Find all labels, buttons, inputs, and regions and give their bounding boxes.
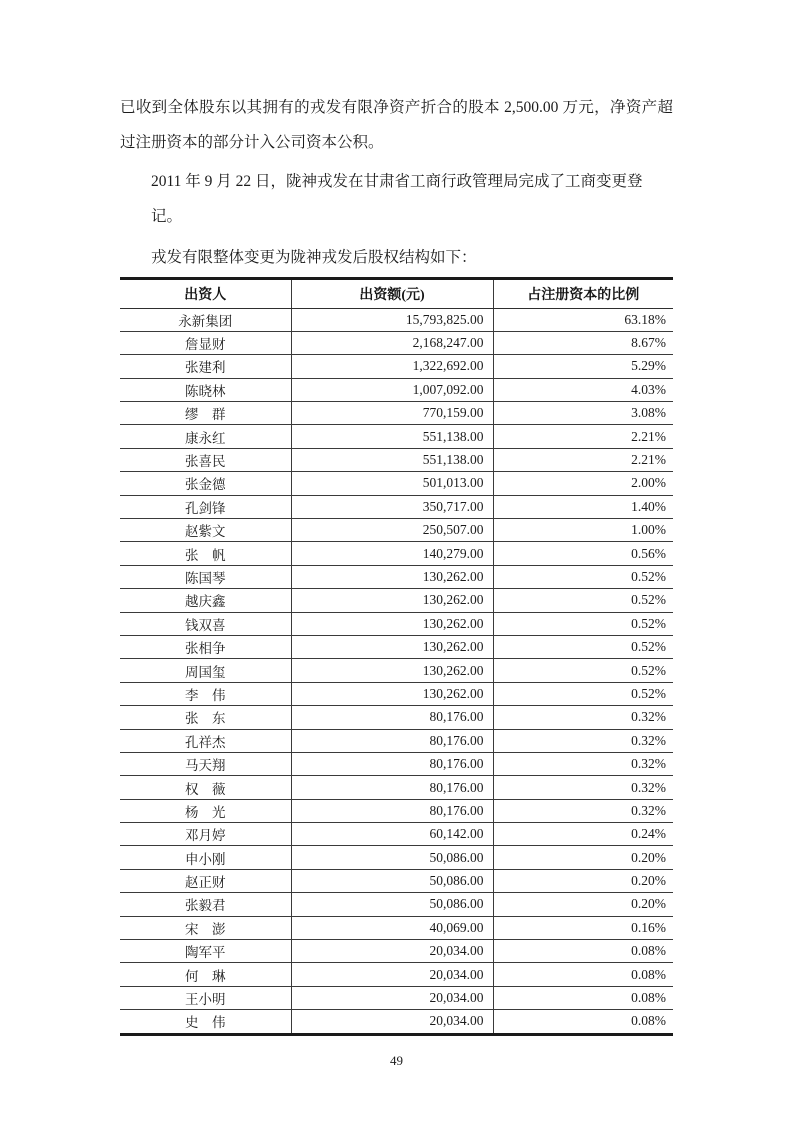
- table-row: [120, 1010, 673, 1034]
- cell-capital-ratio: 0.32%: [493, 729, 673, 752]
- cell-contribution-amount: 130,262.00: [291, 682, 493, 705]
- cell-contribution-amount: 80,176.00: [291, 752, 493, 775]
- cell-investor-name: 永新集团: [120, 308, 291, 331]
- cell-investor-name: 张 东: [120, 706, 291, 729]
- cell-investor-name: 马天翔: [120, 752, 291, 775]
- cell-investor-name: 申小刚: [120, 846, 291, 869]
- cell-investor-name: 史 伟: [120, 1010, 291, 1034]
- cell-contribution-amount: 50,086.00: [291, 893, 493, 916]
- cell-contribution-amount: 20,034.00: [291, 963, 493, 986]
- cell-capital-ratio: 0.52%: [493, 659, 673, 682]
- cell-contribution-amount: 250,507.00: [291, 519, 493, 542]
- cell-capital-ratio: 0.32%: [493, 776, 673, 799]
- table-row: [120, 378, 673, 401]
- cell-contribution-amount: 770,159.00: [291, 402, 493, 425]
- cell-capital-ratio: 1.00%: [493, 519, 673, 542]
- cell-investor-name: 张金德: [120, 472, 291, 495]
- cell-capital-ratio: 0.24%: [493, 823, 673, 846]
- cell-capital-ratio: 2.21%: [493, 425, 673, 448]
- table-row: [120, 752, 673, 775]
- cell-capital-ratio: 0.32%: [493, 752, 673, 775]
- table-row: [120, 425, 673, 448]
- cell-contribution-amount: 130,262.00: [291, 589, 493, 612]
- table-row: [120, 448, 673, 471]
- table-row: [120, 542, 673, 565]
- cell-contribution-amount: 80,176.00: [291, 799, 493, 822]
- cell-investor-name: 赵正财: [120, 869, 291, 892]
- cell-capital-ratio: 5.29%: [493, 355, 673, 378]
- table-row: [120, 495, 673, 518]
- cell-investor-name: 杨 光: [120, 799, 291, 822]
- table-header-row: [120, 279, 673, 309]
- cell-investor-name: 周国玺: [120, 659, 291, 682]
- table-row: [120, 846, 673, 869]
- table-row: [120, 565, 673, 588]
- cell-capital-ratio: 8.67%: [493, 331, 673, 354]
- cell-investor-name: 詹显财: [120, 331, 291, 354]
- cell-investor-name: 李 伟: [120, 682, 291, 705]
- cell-contribution-amount: 50,086.00: [291, 846, 493, 869]
- table-row: [120, 659, 673, 682]
- cell-contribution-amount: 551,138.00: [291, 425, 493, 448]
- cell-investor-name: 陈国琴: [120, 565, 291, 588]
- cell-capital-ratio: 4.03%: [493, 378, 673, 401]
- cell-investor-name: 王小明: [120, 986, 291, 1009]
- cell-capital-ratio: 0.20%: [493, 893, 673, 916]
- shareholding-structure-table: [120, 277, 673, 1036]
- table-row: [120, 472, 673, 495]
- table-row: [120, 355, 673, 378]
- cell-contribution-amount: 501,013.00: [291, 472, 493, 495]
- column-header-investor: 出资人: [120, 279, 291, 309]
- cell-contribution-amount: 130,262.00: [291, 659, 493, 682]
- cell-capital-ratio: 0.08%: [493, 986, 673, 1009]
- table-row: [120, 612, 673, 635]
- paragraph-table-intro: 戎发有限整体变更为陇神戎发后股权结构如下：: [151, 249, 477, 266]
- column-header-capital-ratio: 占注册资本的比例: [493, 279, 673, 309]
- cell-contribution-amount: 140,279.00: [291, 542, 493, 565]
- cell-investor-name: 邓月婷: [120, 823, 291, 846]
- cell-investor-name: 张毅君: [120, 893, 291, 916]
- table-row: [120, 729, 673, 752]
- cell-capital-ratio: 0.32%: [493, 799, 673, 822]
- paragraph-1-line-1: 已收到全体股东以其拥有的戎发有限净资产折合的股本 2,500.00 万元，净资产超: [120, 99, 673, 116]
- cell-contribution-amount: 130,262.00: [291, 635, 493, 658]
- cell-contribution-amount: 1,007,092.00: [291, 378, 493, 401]
- cell-contribution-amount: 40,069.00: [291, 916, 493, 939]
- cell-capital-ratio: 2.21%: [493, 448, 673, 471]
- cell-contribution-amount: 1,322,692.00: [291, 355, 493, 378]
- table-row: [120, 963, 673, 986]
- cell-capital-ratio: 0.52%: [493, 565, 673, 588]
- cell-contribution-amount: 80,176.00: [291, 729, 493, 752]
- cell-capital-ratio: 0.56%: [493, 542, 673, 565]
- cell-capital-ratio: 0.52%: [493, 589, 673, 612]
- cell-investor-name: 张喜民: [120, 448, 291, 471]
- cell-contribution-amount: 130,262.00: [291, 612, 493, 635]
- cell-contribution-amount: 80,176.00: [291, 776, 493, 799]
- paragraph-registration-date: 2011 年 9 月 22 日，陇神戎发在甘肃省工商行政管理局完成了工商变更登记。: [151, 173, 643, 225]
- cell-contribution-amount: 80,176.00: [291, 706, 493, 729]
- cell-capital-ratio: 0.16%: [493, 916, 673, 939]
- cell-investor-name: 权 薇: [120, 776, 291, 799]
- cell-capital-ratio: 0.52%: [493, 612, 673, 635]
- cell-contribution-amount: 50,086.00: [291, 869, 493, 892]
- cell-investor-name: 张建利: [120, 355, 291, 378]
- cell-contribution-amount: 130,262.00: [291, 565, 493, 588]
- cell-contribution-amount: 20,034.00: [291, 986, 493, 1009]
- cell-investor-name: 张相争: [120, 635, 291, 658]
- cell-contribution-amount: 2,168,247.00: [291, 331, 493, 354]
- table-row: [120, 916, 673, 939]
- table-row: [120, 635, 673, 658]
- table-row: [120, 799, 673, 822]
- cell-contribution-amount: 15,793,825.00: [291, 308, 493, 331]
- cell-capital-ratio: 1.40%: [493, 495, 673, 518]
- column-header-contribution-amount: 出资额(元): [291, 279, 493, 309]
- cell-contribution-amount: 20,034.00: [291, 1010, 493, 1034]
- cell-investor-name: 越庆鑫: [120, 589, 291, 612]
- table-row: [120, 402, 673, 425]
- cell-contribution-amount: 350,717.00: [291, 495, 493, 518]
- cell-investor-name: 何 琳: [120, 963, 291, 986]
- cell-capital-ratio: 63.18%: [493, 308, 673, 331]
- cell-capital-ratio: 0.08%: [493, 940, 673, 963]
- cell-investor-name: 康永红: [120, 425, 291, 448]
- cell-investor-name: 孔剑锋: [120, 495, 291, 518]
- page-content: [120, 0, 673, 1069]
- cell-capital-ratio: 0.32%: [493, 706, 673, 729]
- cell-contribution-amount: 551,138.00: [291, 448, 493, 471]
- table-row: [120, 589, 673, 612]
- table-row: [120, 519, 673, 542]
- table-row: [120, 308, 673, 331]
- cell-capital-ratio: 0.08%: [493, 963, 673, 986]
- cell-investor-name: 缪 群: [120, 402, 291, 425]
- cell-capital-ratio: 0.52%: [493, 682, 673, 705]
- cell-capital-ratio: 0.52%: [493, 635, 673, 658]
- cell-capital-ratio: 2.00%: [493, 472, 673, 495]
- cell-investor-name: 赵紫文: [120, 519, 291, 542]
- cell-investor-name: 钱双喜: [120, 612, 291, 635]
- cell-capital-ratio: 3.08%: [493, 402, 673, 425]
- table-body: [120, 308, 673, 1034]
- table-row: [120, 893, 673, 916]
- cell-capital-ratio: 0.20%: [493, 869, 673, 892]
- cell-capital-ratio: 0.08%: [631, 1013, 666, 1029]
- table-row: [120, 986, 673, 1009]
- cell-investor-name: 孔祥杰: [120, 729, 291, 752]
- page-number: 49: [390, 1052, 403, 1068]
- paragraph-1-line-2: 过注册资本的部分计入公司资本公积。: [120, 134, 384, 151]
- table-row: [120, 869, 673, 892]
- cell-investor-name: 陈晓林: [120, 378, 291, 401]
- table-row: [120, 331, 673, 354]
- cell-investor-name: 陶军平: [120, 940, 291, 963]
- cell-capital-ratio: 0.20%: [493, 846, 673, 869]
- cell-investor-name: 张 帆: [120, 542, 291, 565]
- cell-investor-name: 宋 澎: [120, 916, 291, 939]
- table-row: [120, 706, 673, 729]
- cell-contribution-amount: 20,034.00: [291, 940, 493, 963]
- table-row: [120, 682, 673, 705]
- table-row: [120, 776, 673, 799]
- cell-contribution-amount: 60,142.00: [291, 823, 493, 846]
- table-row: [120, 940, 673, 963]
- table-row: [120, 823, 673, 846]
